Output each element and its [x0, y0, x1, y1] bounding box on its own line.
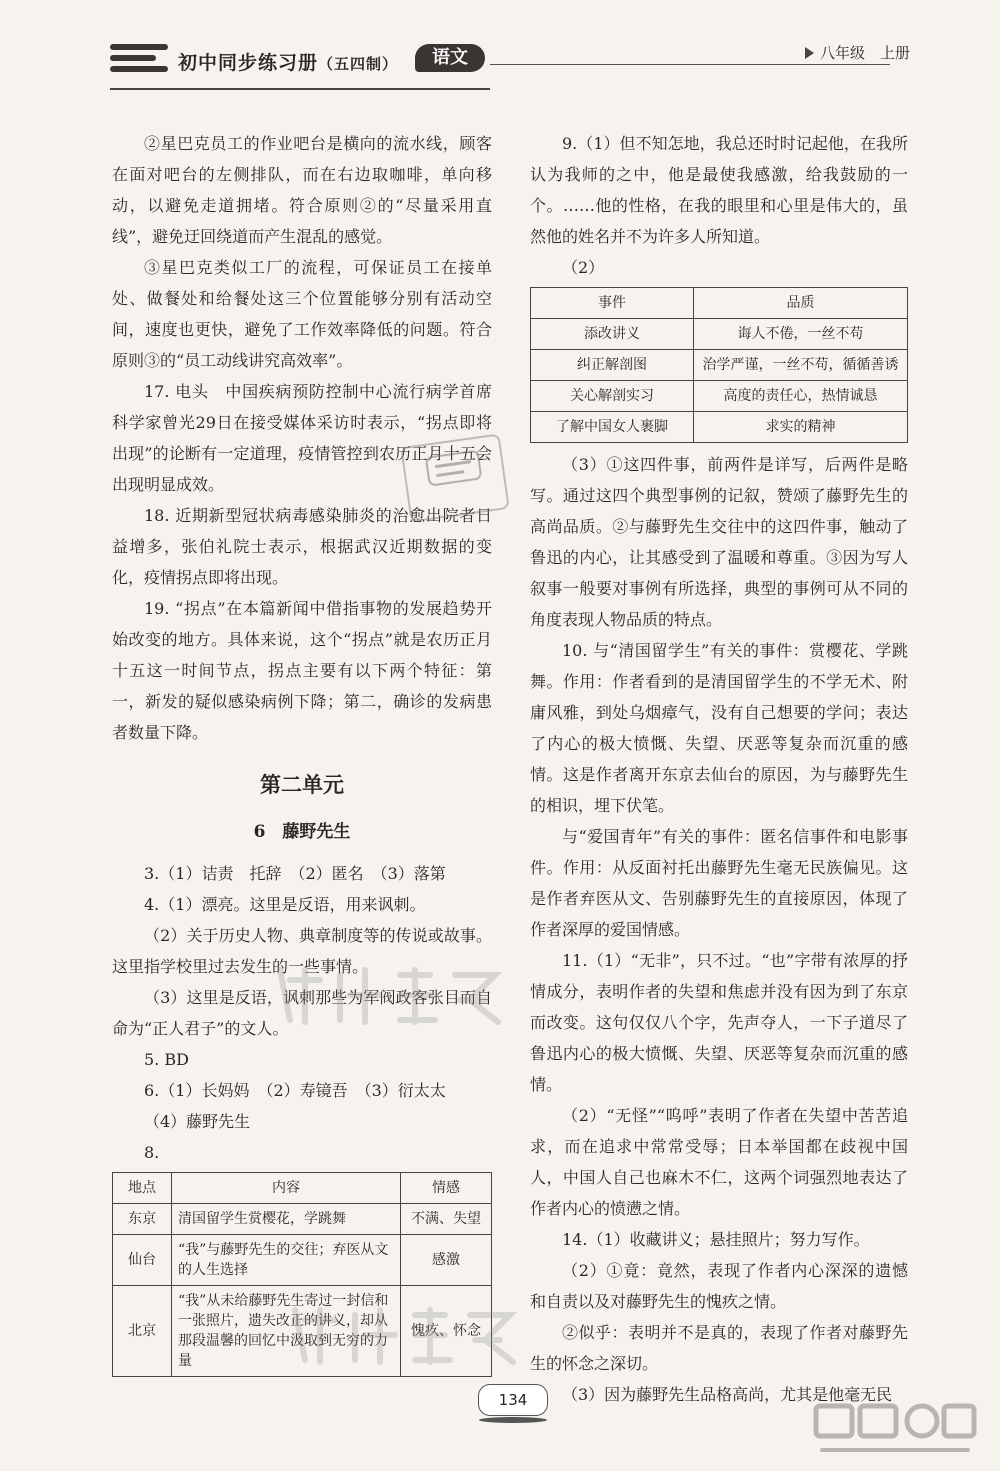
table-cell: 求实的精神: [694, 412, 908, 443]
table-row: [531, 319, 908, 350]
answer-6-4: （4）藤野先生: [144, 1112, 251, 1131]
right-column: [530, 128, 908, 1410]
table-row: [531, 412, 908, 443]
table-header-row: [531, 288, 908, 319]
answer-10: 10. 与“清国留学生”有关的事件：赏樱花、学跳舞。作用：作者看到的是清国留学生的不学无术、附庸风雅，到处乌烟瘴气，没有自己想要的学问；表达了内心的极大愤慨、失望、厌恶等复杂而沉重的感情。这是作者离开东京去仙台的原因，为与藤野先生的相识，埋下伏笔。: [530, 641, 908, 815]
table-cell: 纠正解剖图: [531, 350, 694, 381]
answer-3: 3.（1）诘责 托辞 （2）匿名 （3）落第: [144, 864, 446, 883]
table-header-cell: 地点: [113, 1173, 172, 1204]
grade-text: 八年级 上册: [819, 44, 910, 62]
book-title: [178, 48, 398, 75]
answer-5: 5. BD: [144, 1050, 189, 1069]
left-column: [112, 128, 492, 1383]
answer-4-2: （2）关于历史人物、典章制度等的传说或故事。这里指学校里过去发生的一些事情。: [112, 926, 492, 976]
subject-badge: 语文: [415, 44, 485, 72]
triangle-icon: [805, 47, 814, 59]
answer-paragraph: ②星巴克员工的作业吧台是横向的流水线，顾客在面对吧台的左侧排队，而在右边取咖啡，单向移动，以避免走道拥堵。符合原则②的“尽量采用直线”，避免迂回绕道而产生混乱的感觉。: [112, 134, 492, 246]
answer-11-2: （2）“无怪”“呜呼”表明了作者在失望中苦苦追求，而在追求中常常受辱；日本举国都在歧视中国人，中国人自己也麻木不仁，这两个词强烈地表达了作者内心的愤懑之情。: [530, 1106, 908, 1218]
answer-14-2b: ②似乎：表明并不是真的，表现了作者对藤野先生的怀念之深切。: [530, 1323, 908, 1373]
table-header-cell: 品质: [694, 288, 908, 319]
book-title-text: 初中同步练习册: [178, 52, 319, 74]
answer-9-1: 9.（1）但不知怎地，我总还时时记起他，在我所认为我师的之中，他是最使我感激，给我鼓励的一个。……他的性格，在我的眼里和心里是伟大的，虽然他的姓名并不为许多人所知道。: [530, 134, 908, 246]
answer-14-3: （3）因为藤野先生品格高尚，尤其是他毫无民: [562, 1385, 893, 1404]
book-logo-icon: [110, 44, 168, 82]
lesson-heading: 6 藤野先生: [253, 822, 351, 842]
table-cell: 诲人不倦，一丝不苟: [694, 319, 908, 350]
answer-14-2: （2）①竟：竟然，表现了作者内心深深的遗憾和自责以及对藤野先生的愧疚之情。: [530, 1261, 908, 1311]
answer-9-3: （3）①这四件事，前两件是详写，后两件是略写。通过这四个典型事例的记叙，赞颂了藤野先生的高尚品质。②与藤野先生交往中的这四件事，触动了鲁迅的内心，让其感受到了温暖和尊重。③因为写人叙事一般要对事例有所选择，典型的事例可从不同的角度表现人物品质的特点。: [530, 455, 908, 629]
answer-11-1: 11.（1）“无非”，只不过。“也”字带有浓厚的抒情成分，表明作者的失望和焦虑并没有因为到了东京而改变。这句仅仅八个字，先声夺人，一下子道尽了鲁迅内心的极大愤慨、失望、厌恶等复杂而沉重的感情。: [530, 951, 908, 1094]
table-cell: 不满、失望: [401, 1204, 492, 1235]
answer-9-2-label: （2）: [562, 258, 605, 277]
table-cell: 治学严谨，一丝不苟，循循善诱: [694, 350, 908, 381]
answer-9-table: [530, 287, 908, 443]
table-cell: “我”从未给藤野先生寄过一封信和一张照片，遗失改正的讲义，却从那段温馨的回忆中汲取到无穷的力量: [172, 1286, 401, 1377]
watermark-stamp: [400, 433, 510, 522]
watermark-glyphs-icon: [285, 1300, 525, 1370]
answer-4-1: 4.（1）漂亮。这里是反语，用来讽刺。: [144, 895, 426, 914]
table-row: [531, 350, 908, 381]
page-header: [110, 40, 910, 90]
table-cell: 仙台: [113, 1235, 172, 1286]
table-cell: 了解中国女人裹脚: [531, 412, 694, 443]
answer-19: 19. “拐点”在本篇新闻中借指事物的发展趋势开始改变的地方。具体来说，这个“拐点”就是农历正月十五这一时间节点，拐点主要有以下两个特征：第一，新发的疑似感染病例下降；第二，确诊的发病患者数量下降。: [112, 599, 492, 742]
table-cell: 关心解剖实习: [531, 381, 694, 412]
unit-heading: 第二单元: [260, 773, 344, 797]
answer-4-3: （3）这里是反语，讽刺那些为军阀政客张目而自命为“正人君子”的文人。: [112, 988, 492, 1038]
table-cell: 高度的责任心，热情诚恳: [694, 381, 908, 412]
site-logo: [810, 1400, 980, 1470]
book-edition: （五四制）: [318, 55, 399, 73]
table-header-cell: 内容: [172, 1173, 401, 1204]
site-logo-icon: [810, 1400, 980, 1466]
table-cell: 感激: [401, 1235, 492, 1286]
grade-label: [805, 42, 910, 63]
page-number: 134: [478, 1384, 548, 1416]
table-header-row: [113, 1173, 492, 1204]
table-cell: 清国留学生赏樱花，学跳舞: [172, 1204, 401, 1235]
answer-8-label: 8.: [144, 1143, 160, 1162]
answer-17: 17. 电头 中国疾病预防控制中心流行病学首席科学家曾光29日在接受媒体采访时表示，“拐点即将出现”的论断有一定道理，疫情管控到农历正月十五会出现明显成效。: [112, 382, 492, 494]
table-cell: 东京: [113, 1204, 172, 1235]
answer-6: 6.（1）长妈妈 （2）寿镜吾 （3）衍太太: [144, 1081, 446, 1100]
header-divider: [490, 64, 890, 65]
table-row: [113, 1204, 492, 1235]
watermark-glyphs-icon: [270, 960, 510, 1030]
answer-14-1: 14.（1）收藏讲义；悬挂照片；努力写作。: [562, 1230, 870, 1249]
table-header-cell: 情感: [401, 1173, 492, 1204]
stamp-icon: [421, 444, 486, 492]
answer-18: 18. 近期新型冠状病毒感染肺炎的治愈出院者日益增多，张伯礼院士表示，根据武汉近期数据的变化，疫情拐点即将出现。: [112, 506, 492, 587]
answer-paragraph: ③星巴克类似工厂的流程，可保证员工在接单处、做餐处和给餐处这三个位置能够分别有活动空间，速度也更快，避免了工作效率降低的问题。符合原则③的“员工动线讲究高效率”。: [112, 258, 492, 370]
table-row: [531, 381, 908, 412]
answer-10-b: 与“爱国青年”有关的事件：匿名信事件和电影事件。作用：从反面衬托出藤野先生毫无民族偏见。这是作者弃医从文、告别藤野先生的直接原因，体现了作者深厚的爱国情感。: [530, 827, 908, 939]
table-cell: 添改讲义: [531, 319, 694, 350]
table-header-cell: 事件: [531, 288, 694, 319]
watermark-icon: [270, 960, 510, 1044]
watermark-icon: [285, 1300, 525, 1384]
table-cell: 北京: [113, 1286, 172, 1377]
table-cell: “我”与藤野先生的交往；弃医从文的人生选择: [172, 1235, 401, 1286]
table-cell: 愧疚、怀念: [401, 1286, 492, 1377]
table-row: [113, 1235, 492, 1286]
header-underline: [110, 88, 490, 90]
